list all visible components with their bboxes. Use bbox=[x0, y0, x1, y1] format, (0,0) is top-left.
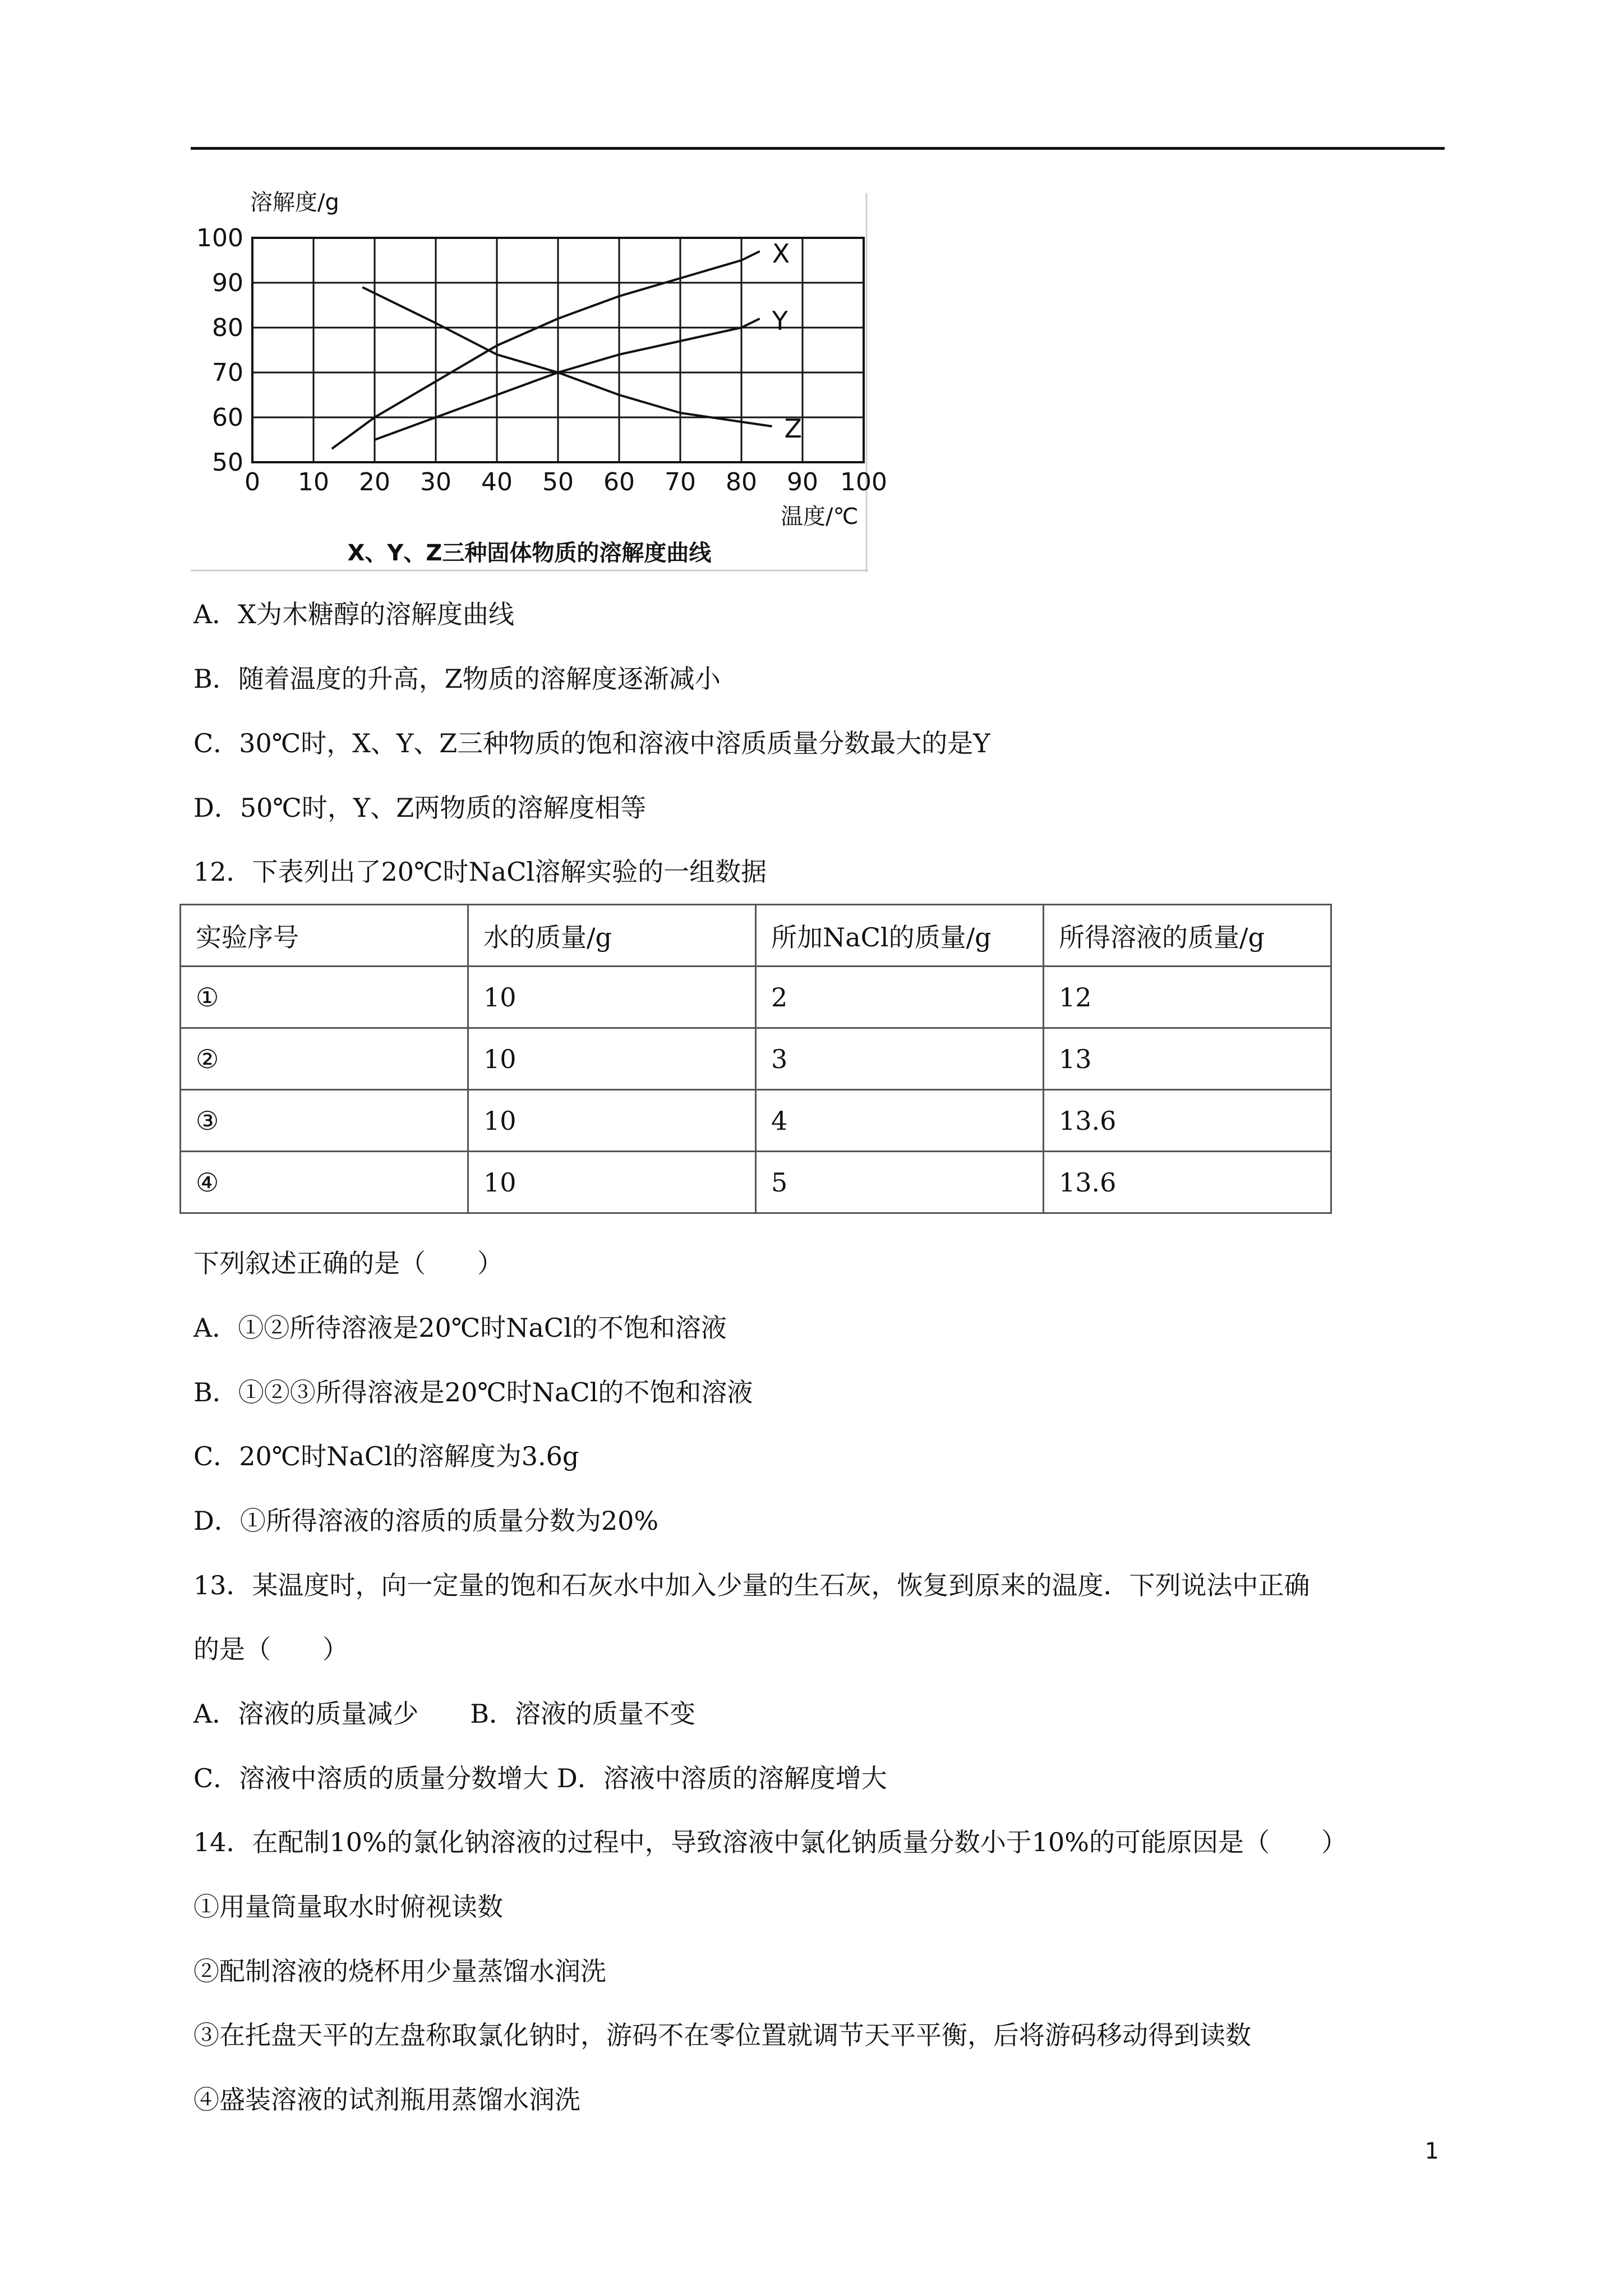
x-axis-label: 温度/℃ bbox=[781, 504, 859, 530]
table-row bbox=[181, 1028, 1331, 1090]
nacl-data-table bbox=[179, 904, 1332, 1214]
q13-options-ab: A．溶液的质量减少 B．溶液的质量不变 bbox=[193, 1699, 696, 1729]
table-cell: ③ bbox=[181, 1090, 468, 1152]
table-cell: 2 bbox=[756, 967, 1044, 1028]
header-rule bbox=[191, 147, 1445, 150]
y-tick-label: 50 bbox=[212, 448, 243, 477]
q12-option-b: B．①②③所得溶液是20℃时NaCl的不饱和溶液 bbox=[193, 1377, 753, 1407]
x-tick-label: 40 bbox=[481, 468, 513, 496]
table-cell: ① bbox=[181, 967, 468, 1028]
series-line-z bbox=[362, 287, 772, 426]
q14-item-3: ③在托盘天平的左盘称取氯化钠时，游码不在零位置就调节天平平衡，后将游码移动得到读数 bbox=[193, 2020, 1251, 2050]
table-row bbox=[181, 967, 1331, 1028]
x-tick-label: 50 bbox=[542, 468, 574, 496]
table-cell: 10 bbox=[468, 1152, 756, 1213]
table-header-cell: 实验序号 bbox=[181, 905, 468, 967]
series-label-x: X bbox=[772, 238, 790, 269]
solubility-chart bbox=[191, 190, 887, 572]
table-cell: 3 bbox=[756, 1028, 1044, 1090]
x-tick-label: 30 bbox=[420, 468, 451, 496]
y-tick-label: 90 bbox=[212, 269, 243, 297]
q12-option-a: A．①②所待溶液是20℃时NaCl的不饱和溶液 bbox=[193, 1313, 727, 1343]
q12-stem: 12．下表列出了20℃时NaCl溶解实验的一组数据 bbox=[193, 857, 767, 887]
table-cell: 13.6 bbox=[1044, 1090, 1331, 1152]
table-cell: 10 bbox=[468, 1090, 756, 1152]
table-cell: 4 bbox=[756, 1090, 1044, 1152]
q13-stem-continued: 的是（ ） bbox=[193, 1634, 348, 1664]
q14-stem: 14．在配制10%的氯化钠溶液的过程中，导致溶液中氯化钠质量分数小于10%的可能原因是（ ） bbox=[193, 1827, 1348, 1857]
y-tick-label: 60 bbox=[212, 403, 243, 432]
x-tick-label: 0 bbox=[245, 468, 260, 496]
q11-option-d: D．50℃时，Y、Z两物质的溶解度相等 bbox=[193, 793, 647, 823]
page-number: 1 bbox=[1424, 2138, 1439, 2164]
table-cell: 5 bbox=[756, 1152, 1044, 1213]
q12-prompt: 下列叙述正确的是（ ） bbox=[193, 1248, 503, 1278]
q14-item-1: ①用量筒量取水时俯视读数 bbox=[193, 1892, 503, 1922]
series-label-y: Y bbox=[772, 306, 788, 336]
table-cell: ④ bbox=[181, 1152, 468, 1213]
x-tick-label: 80 bbox=[726, 468, 757, 496]
q12-option-d: D．①所得溶液的溶质的质量分数为20% bbox=[193, 1506, 659, 1536]
x-tick-label: 70 bbox=[665, 468, 696, 496]
series-label-z: Z bbox=[784, 413, 803, 444]
table-row bbox=[181, 1090, 1331, 1152]
x-tick-label: 100 bbox=[840, 468, 887, 496]
x-tick-label: 20 bbox=[359, 468, 390, 496]
table-cell: 10 bbox=[468, 967, 756, 1028]
x-tick-label: 60 bbox=[603, 468, 635, 496]
y-tick-label: 80 bbox=[212, 314, 243, 342]
q14-item-4: ④盛装溶液的试剂瓶用蒸馏水润洗 bbox=[193, 2085, 580, 2115]
y-tick-label: 100 bbox=[196, 224, 243, 252]
series-line-y bbox=[375, 319, 760, 440]
solubility-chart-svg bbox=[191, 190, 887, 572]
x-tick-label: 90 bbox=[787, 468, 818, 496]
q14-item-2: ②配制溶液的烧杯用少量蒸馏水润洗 bbox=[193, 1956, 606, 1986]
q11-option-c: C．30℃时，X、Y、Z三种物质的饱和溶液中溶质质量分数最大的是Y bbox=[193, 728, 990, 758]
q13-options-cd: C．溶液中溶质的质量分数增大 D．溶液中溶质的溶解度增大 bbox=[193, 1763, 887, 1793]
table-header-row bbox=[181, 905, 1331, 967]
table-cell: 12 bbox=[1044, 967, 1331, 1028]
table-header-cell: 所加NaCl的质量/g bbox=[756, 905, 1044, 967]
series-line-x bbox=[332, 251, 760, 449]
table-cell: 13.6 bbox=[1044, 1152, 1331, 1213]
q12-option-c: C．20℃时NaCl的溶解度为3.6g bbox=[193, 1441, 579, 1471]
table-row bbox=[181, 1152, 1331, 1213]
y-tick-label: 70 bbox=[212, 358, 243, 387]
table-cell: ② bbox=[181, 1028, 468, 1090]
y-axis-label: 溶解度/g bbox=[250, 190, 339, 215]
table-header-cell: 水的质量/g bbox=[468, 905, 756, 967]
table-cell: 13 bbox=[1044, 1028, 1331, 1090]
table-cell: 10 bbox=[468, 1028, 756, 1090]
q11-option-a: A．X为木糖醇的溶解度曲线 bbox=[193, 599, 514, 629]
table-header-cell: 所得溶液的质量/g bbox=[1044, 905, 1331, 967]
x-tick-label: 10 bbox=[298, 468, 329, 496]
q13-stem: 13．某温度时，向一定量的饱和石灰水中加入少量的生石灰，恢复到原来的温度．下列说法中正确 bbox=[193, 1570, 1310, 1600]
q11-option-b: B．随着温度的升高，Z物质的溶解度逐渐减小 bbox=[193, 664, 721, 694]
chart-title: X、Y、Z三种固体物质的溶解度曲线 bbox=[347, 540, 712, 566]
